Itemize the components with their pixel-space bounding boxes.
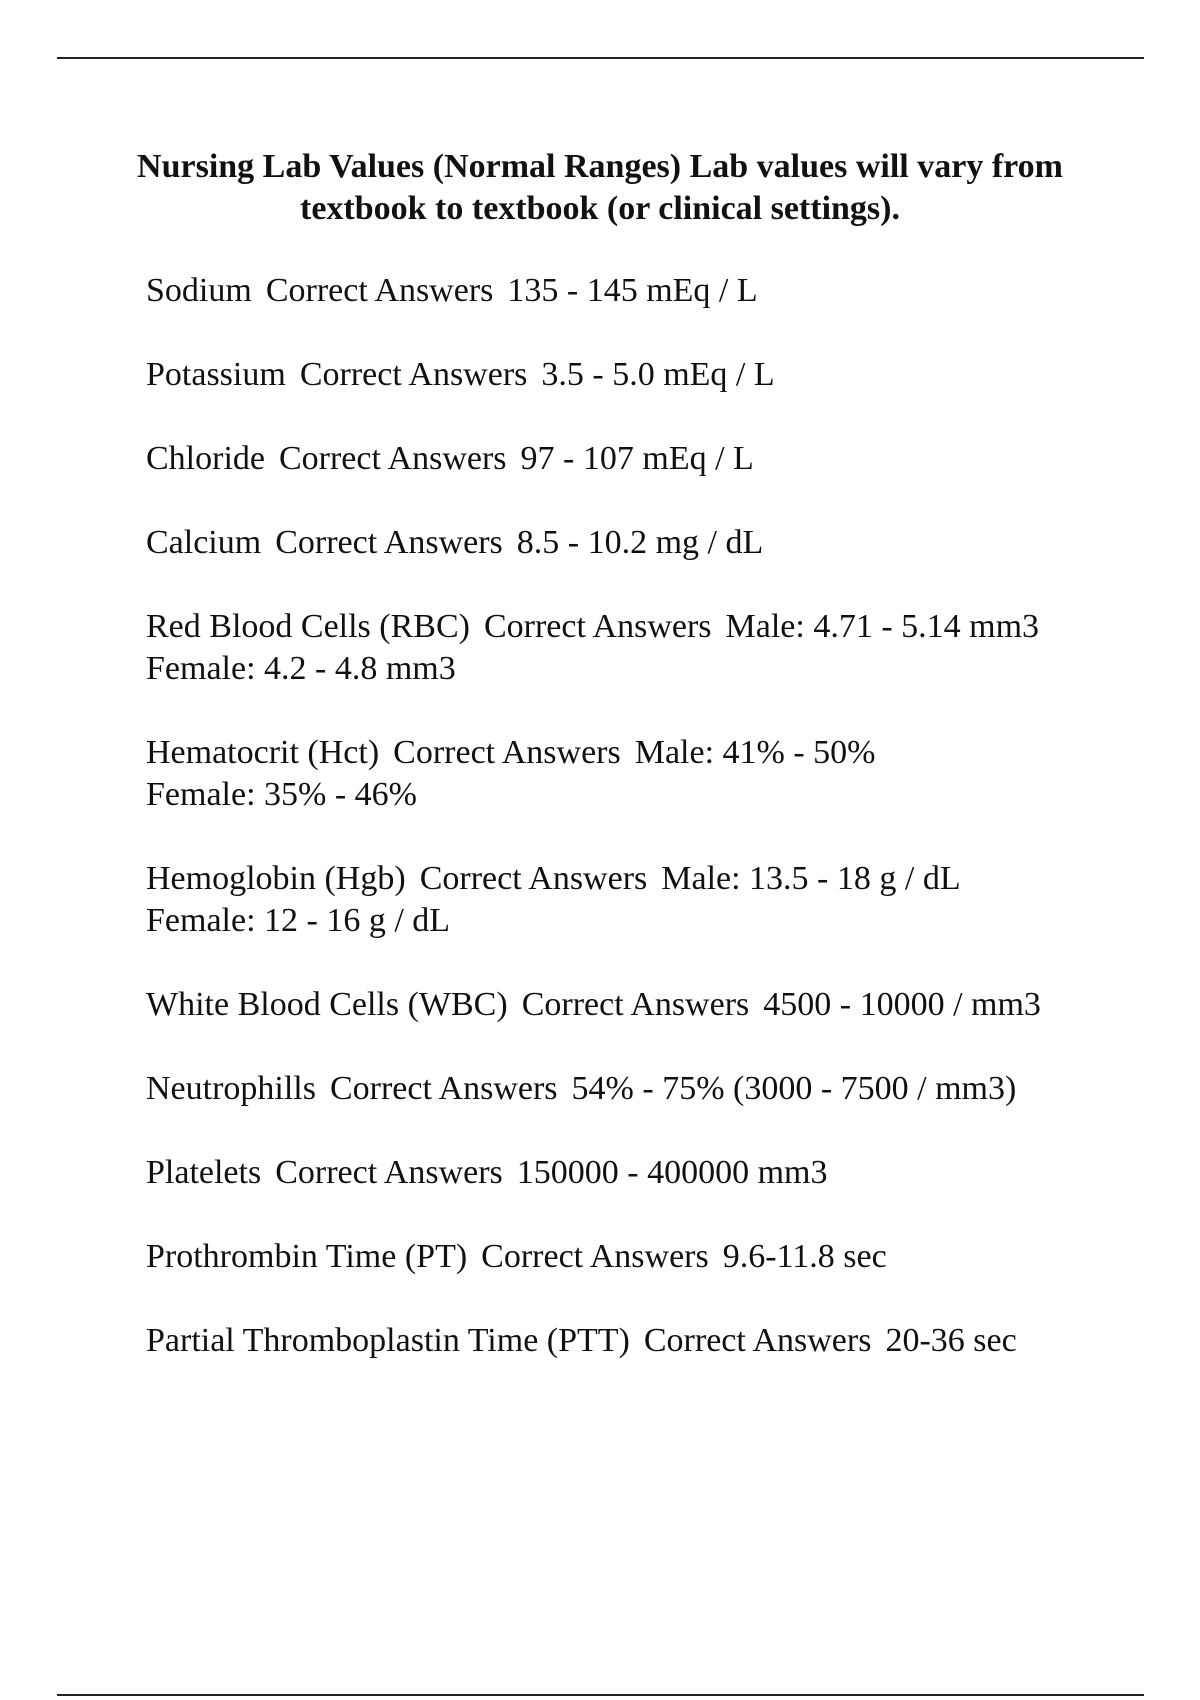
document-title: Nursing Lab Values (Normal Ranges) Lab values will vary from textbook to textbook (or clinical settings). <box>137 148 1063 227</box>
entry-value: Male: 41% - 50% <box>634 734 876 771</box>
entry-term: Sodium <box>146 272 252 309</box>
entry-value: Male: 13.5 - 18 g / dL <box>661 860 961 897</box>
entry-value-female: Female: 12 - 16 g / dL <box>146 902 451 939</box>
entry-separator: Correct Answers <box>299 356 528 393</box>
entry-separator: Correct Answers <box>481 1238 709 1275</box>
entry-separator: Correct Answers <box>278 440 507 477</box>
entry-value-female: Female: 4.2 - 4.8 mm3 <box>146 650 456 687</box>
entry-separator: Correct Answers <box>419 860 648 897</box>
entry-value: 135 - 145 mEq / L <box>507 272 758 309</box>
entry-sodium <box>146 270 1106 312</box>
entry-separator: Correct Answers <box>393 734 621 771</box>
entry-rbc <box>146 606 1106 690</box>
entry-term: Neutrophills <box>146 1070 316 1107</box>
entry-separator: Correct Answers <box>275 1154 503 1191</box>
entry-term: Potassium <box>146 356 286 393</box>
entry-term: Hemoglobin (Hgb) <box>146 860 406 897</box>
top-rule <box>57 57 1144 59</box>
entry-term: Prothrombin Time (PT) <box>146 1238 468 1275</box>
entry-chloride <box>146 438 1106 480</box>
lab-values-list <box>146 270 1106 1404</box>
entry-term: Partial Thromboplastin Time (PTT) <box>146 1322 630 1359</box>
entry-term: Calcium <box>146 524 262 561</box>
entry-term: White Blood Cells (WBC) <box>146 986 508 1023</box>
entry-wbc <box>146 984 1106 1026</box>
entry-neutrophils <box>146 1068 1106 1110</box>
entry-potassium <box>146 354 1106 396</box>
entry-separator: Correct Answers <box>643 1322 872 1359</box>
entry-term: Hematocrit (Hct) <box>146 734 380 771</box>
entry-value: 4500 - 10000 / mm3 <box>763 986 1041 1023</box>
entry-separator: Correct Answers <box>265 272 494 309</box>
entry-term: Red Blood Cells (RBC) <box>146 608 470 645</box>
entry-hgb <box>146 858 1106 942</box>
entry-separator: Correct Answers <box>329 1070 558 1107</box>
entry-platelets <box>146 1152 1106 1194</box>
entry-term: Chloride <box>146 440 265 477</box>
entry-value: 97 - 107 mEq / L <box>520 440 754 477</box>
entry-ptt <box>146 1320 1106 1362</box>
entry-separator: Correct Answers <box>483 608 712 645</box>
entry-separator: Correct Answers <box>521 986 750 1023</box>
entry-value: Male: 4.71 - 5.14 mm3 <box>725 608 1040 645</box>
entry-calcium <box>146 522 1106 564</box>
entry-value: 8.5 - 10.2 mg / dL <box>516 524 764 561</box>
entry-hct <box>146 732 1106 816</box>
bottom-rule <box>57 1694 1144 1696</box>
entry-value: 54% - 75% (3000 - 7500 / mm3) <box>571 1070 1017 1107</box>
entry-value: 3.5 - 5.0 mEq / L <box>541 356 775 393</box>
entry-pt <box>146 1236 1106 1278</box>
entry-value: 20-36 sec <box>885 1322 1017 1359</box>
entry-value: 9.6-11.8 sec <box>722 1238 887 1275</box>
entry-separator: Correct Answers <box>275 524 503 561</box>
entry-value: 150000 - 400000 mm3 <box>516 1154 828 1191</box>
entry-term: Platelets <box>146 1154 262 1191</box>
entry-value-female: Female: 35% - 46% <box>146 776 417 813</box>
